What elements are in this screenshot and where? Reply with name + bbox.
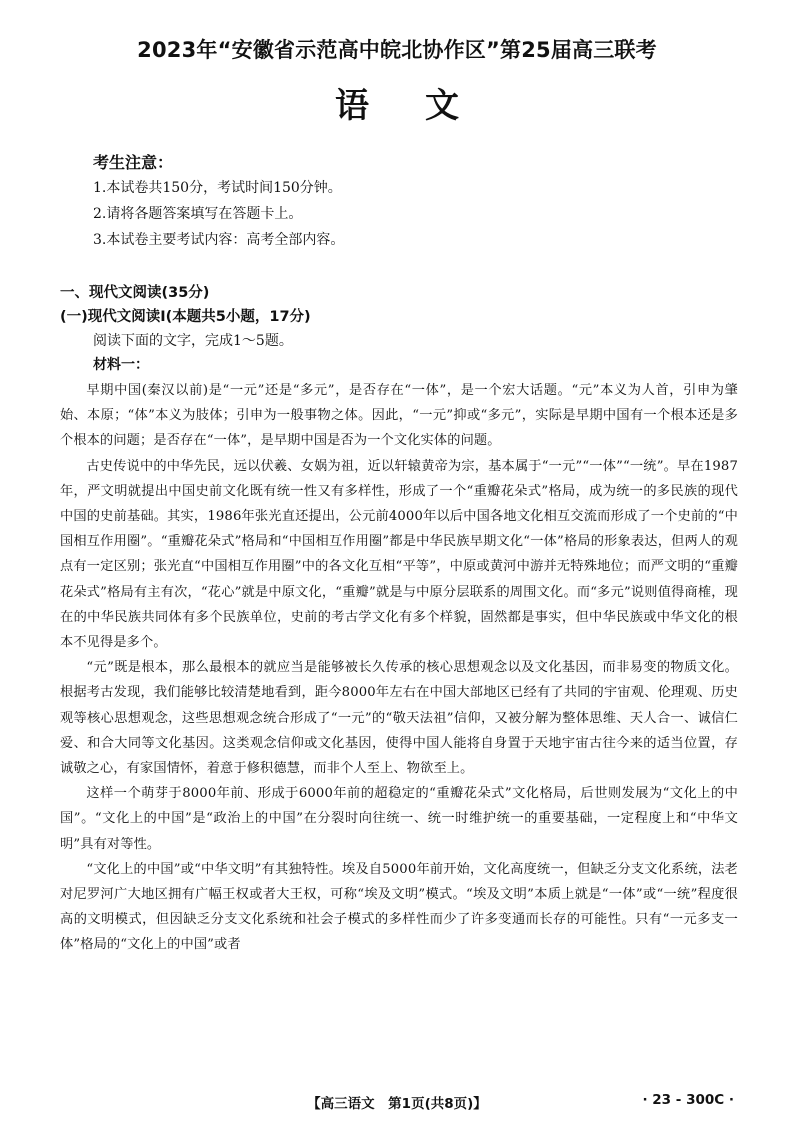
subsection-title: (一)现代文阅读Ⅰ(本题共5小题，17分) xyxy=(60,309,311,325)
material-label: 材料一： xyxy=(93,357,149,373)
paragraph: 古史传说中的中华先民，远以伏羲、女娲为祖，近以轩辕黄帝为宗，基本属于“一元”“一体”“一统”。早在1987年，严文明就提出中国史前文化既有统一性又有多样性，形成了一个“重瓣花朵式”格局，成为统一的多民族的现代中国的史前基础。其实，1986年张光直还提出，公元前4000年以后中国各地文化相互交流而形成了一个史前的“中国相互作用圈”。“重瓣花朵式”格局和“中国相互作用圈”都是中华民族早期文化“一体”格局的形象表达，但两人的观点有一定区别；张光直“中国相互作用圈”中的各文化互相“平等”，中原或黄河中游并无特殊地位；而严文明的“重瓣花朵式”格局有主有次，“花心”就是中原文化，“重瓣”就是与中原分层联系的周围文化。而“多元”说则值得商榷，现在的中华民族共同体有多个民族单位，史前的考古学文化有多个样貌，固然都是事实，但中华民族或中华文化的根本不见得是多个。 xyxy=(60,458,738,651)
notice-heading: 考生注意： xyxy=(93,153,174,172)
paragraph: “文化上的中国”或“中华文明”有其独特性。埃及自5000年前开始，文化高度统一，但缺乏分支文化系统，法老对尼罗河广大地区拥有广幅王权或者大王权，可称“埃及文明”模式。“埃及文明”本质上就是“一体”或“一统”程度很高的文明模式，但因缺乏分支文化系统和社会子模式的多样性而少了许多变通而长存的可能性。只有“一元多支一体”格局的“文化上的中国”或者 xyxy=(60,861,738,953)
section-title: 一、现代文阅读(35分) xyxy=(60,285,210,301)
paragraph: 这样一个萌芽于8000年前、形成于6000年前的超稳定的“重瓣花朵式”文化格局，后世则发展为“文化上的中国”。“文化上的中国”是“政治上的中国”在分裂时向往统一、统一时维护统一的重要基础，一定程度上和“中华文明”具有对等性。 xyxy=(60,786,738,852)
passage xyxy=(60,378,738,958)
notice-item: 2.请将各题答案填写在答题卡上。 xyxy=(93,206,303,222)
notice-item: 3.本试卷主要考试内容：高考全部内容。 xyxy=(93,232,345,248)
exam-title: 2023年“安徽省示范高中皖北协作区”第25届高三联考 xyxy=(137,38,657,62)
paragraph: “元”既是根本，那么最根本的就应当是能够被长久传承的核心思想观念以及文化基因，而非易变的物质文化。根据考古发现，我们能够比较清楚地看到，距今8000年左右在中国大部地区已经有了共同的宇宙观、伦理观、历史观等核心思想观念，这些思想观念统合形成了“一元”的“敬天法祖”信仰，又被分解为整体思维、天人合一、诚信仁爱、和合大同等文化基因。这类观念信仰或文化基因，使得中国人能将自身置于天地宇宙古往今来的适当位置，存诚敬之心，有家国情怀，着意于修积德慧，而非个人至上、物欲至上。 xyxy=(60,660,738,777)
notice-item: 1.本试卷共150分，考试时间150分钟。 xyxy=(93,180,342,196)
subject-title: 语文 xyxy=(335,86,515,126)
paper-code: · 23 - 300C · xyxy=(642,1092,734,1108)
page-footer: 【高三语文 第1页(共8页)】 xyxy=(307,1096,487,1112)
paragraph: 早期中国(秦汉以前)是“一元”还是“多元”，是否存在“一体”，是一个宏大话题。“元”本义为人首，引申为肇始、本原；“体”本义为肢体；引申为一般事物之体。因此，“一元”抑或“多元”，实际是早期中国有一个根本还是多个根本的问题；是否存在“一体”，是早期中国是否为一个文化实体的问题。 xyxy=(60,383,738,449)
reading-instruction: 阅读下面的文字，完成1～5题。 xyxy=(93,333,293,349)
